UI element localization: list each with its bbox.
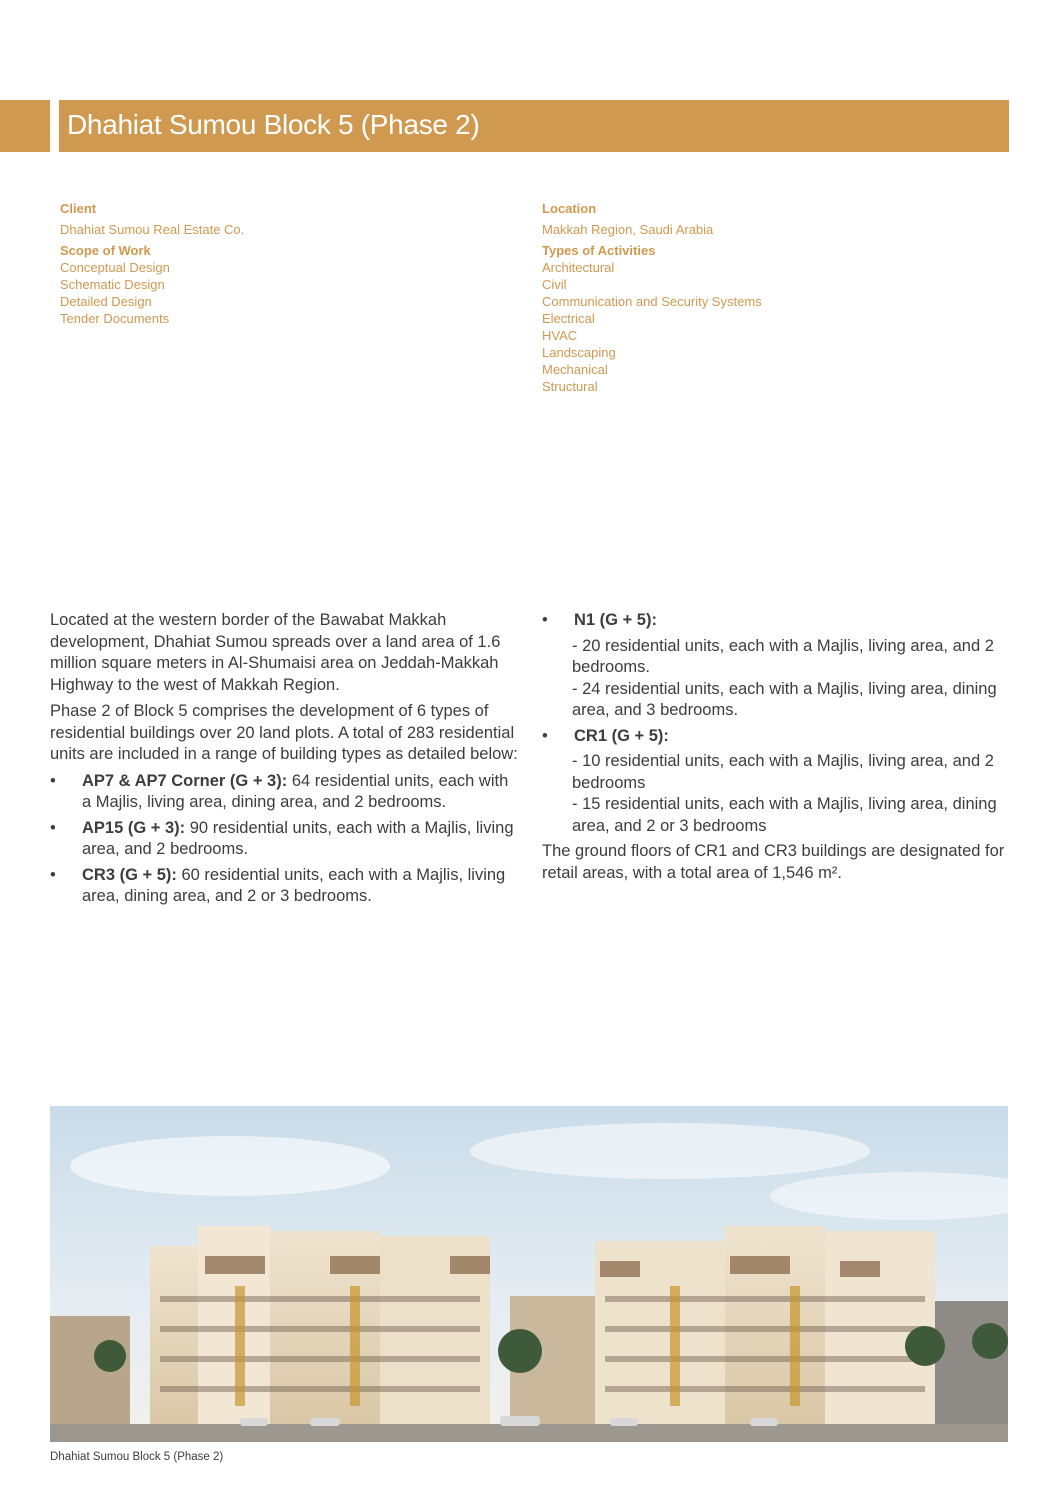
client-label: Client — [60, 201, 97, 216]
n1-details — [572, 636, 1012, 722]
scope-item: Detailed Design — [60, 294, 152, 309]
building-type-desc: 64 residential units, each with a Majlis, living area, dining area, and 2 bedrooms. — [82, 771, 509, 811]
bullet-icon: • — [50, 818, 56, 837]
activities-list — [542, 259, 982, 395]
activity-item: Mechanical — [542, 362, 608, 377]
cr1-details — [572, 751, 1012, 837]
list-item — [542, 726, 1012, 748]
body-right-column — [542, 610, 1012, 889]
client-value: Dhahiat Sumou Real Estate Co. — [60, 222, 245, 237]
body-left-column — [50, 610, 520, 912]
phase-paragraph: Phase 2 of Block 5 comprises the development of 6 types of residential buildings over 20 land plots. A total of 283 residential units are included in a range of building types as detailed below: — [50, 702, 518, 763]
building-type-desc: 60 residential units, each with a Majlis, living area, dining area, and 2 or 3 bedrooms. — [82, 865, 506, 905]
activity-item: HVAC — [542, 328, 578, 343]
building-types-list-continued — [542, 610, 1012, 632]
building-type-name: CR1 (G + 5): — [574, 726, 669, 745]
bullet-icon: • — [50, 771, 56, 790]
bullet-icon: • — [542, 726, 548, 745]
activity-item: Communication and Security Systems — [542, 294, 762, 309]
list-item — [542, 610, 1012, 632]
header-accent-block — [0, 100, 50, 152]
building-type-name: AP15 (G + 3): — [82, 818, 186, 837]
building-type-desc: 90 residential units, each with a Majlis, living area, and 2 bedrooms. — [82, 818, 514, 858]
activity-item: Architectural — [542, 260, 615, 275]
activity-item: Electrical — [542, 311, 595, 326]
unit-line: - 10 residential units, each with a Majlis, living area, and 2 bedrooms — [572, 752, 994, 792]
building-type-name: CR3 (G + 5): — [82, 865, 177, 884]
building-types-list-continued-2 — [542, 726, 1012, 748]
project-rendering-image — [50, 1106, 1008, 1442]
building-type-name: N1 (G + 5): — [574, 611, 657, 629]
building-types-list — [50, 771, 520, 908]
page-title: Dhahiat Sumou Block 5 (Phase 2) — [67, 109, 480, 140]
bullet-icon: • — [50, 865, 56, 884]
activities-label: Types of Activities — [542, 243, 656, 258]
image-caption: Dhahiat Sumou Block 5 (Phase 2) — [50, 1451, 224, 1463]
location-label: Location — [542, 201, 597, 216]
activity-item: Structural — [542, 379, 598, 394]
location-value: Makkah Region, Saudi Arabia — [542, 222, 714, 237]
unit-line: - 15 residential units, each with a Majlis, living area, dining area, and 2 or 3 bedrooms — [572, 795, 997, 835]
info-left-column — [60, 200, 500, 327]
closing-paragraph: The ground floors of CR1 and CR3 buildings are designated for retail areas, with a total area of 1,546 m². — [542, 842, 1005, 882]
bullet-icon: • — [542, 611, 548, 629]
building-type-name: AP7 & AP7 Corner (G + 3): — [82, 771, 288, 790]
scope-item: Tender Documents — [60, 311, 170, 326]
scope-item: Conceptual Design — [60, 260, 170, 275]
scope-list — [60, 259, 500, 327]
list-item — [50, 771, 520, 814]
scope-item: Schematic Design — [60, 277, 165, 292]
unit-line: - 24 residential units, each with a Majlis, living area, dining area, and 3 bedrooms. — [572, 679, 997, 719]
activity-item: Landscaping — [542, 345, 616, 360]
list-item — [50, 818, 520, 861]
info-right-column — [542, 200, 982, 395]
intro-paragraph: Located at the western border of the Bawabat Makkah development, Dhahiat Sumou spreads over a land area of 1.6 million square meters in Al-Shumaisi area on Jeddah-Makkah Highway to the west of Makkah Region. — [50, 611, 501, 694]
scope-label: Scope of Work — [60, 243, 151, 258]
unit-line: - 20 residential units, each with a Majlis, living area, and 2 bedrooms. — [572, 636, 994, 676]
list-item — [50, 865, 520, 908]
activity-item: Civil — [542, 277, 567, 292]
title-bar — [59, 100, 1009, 152]
